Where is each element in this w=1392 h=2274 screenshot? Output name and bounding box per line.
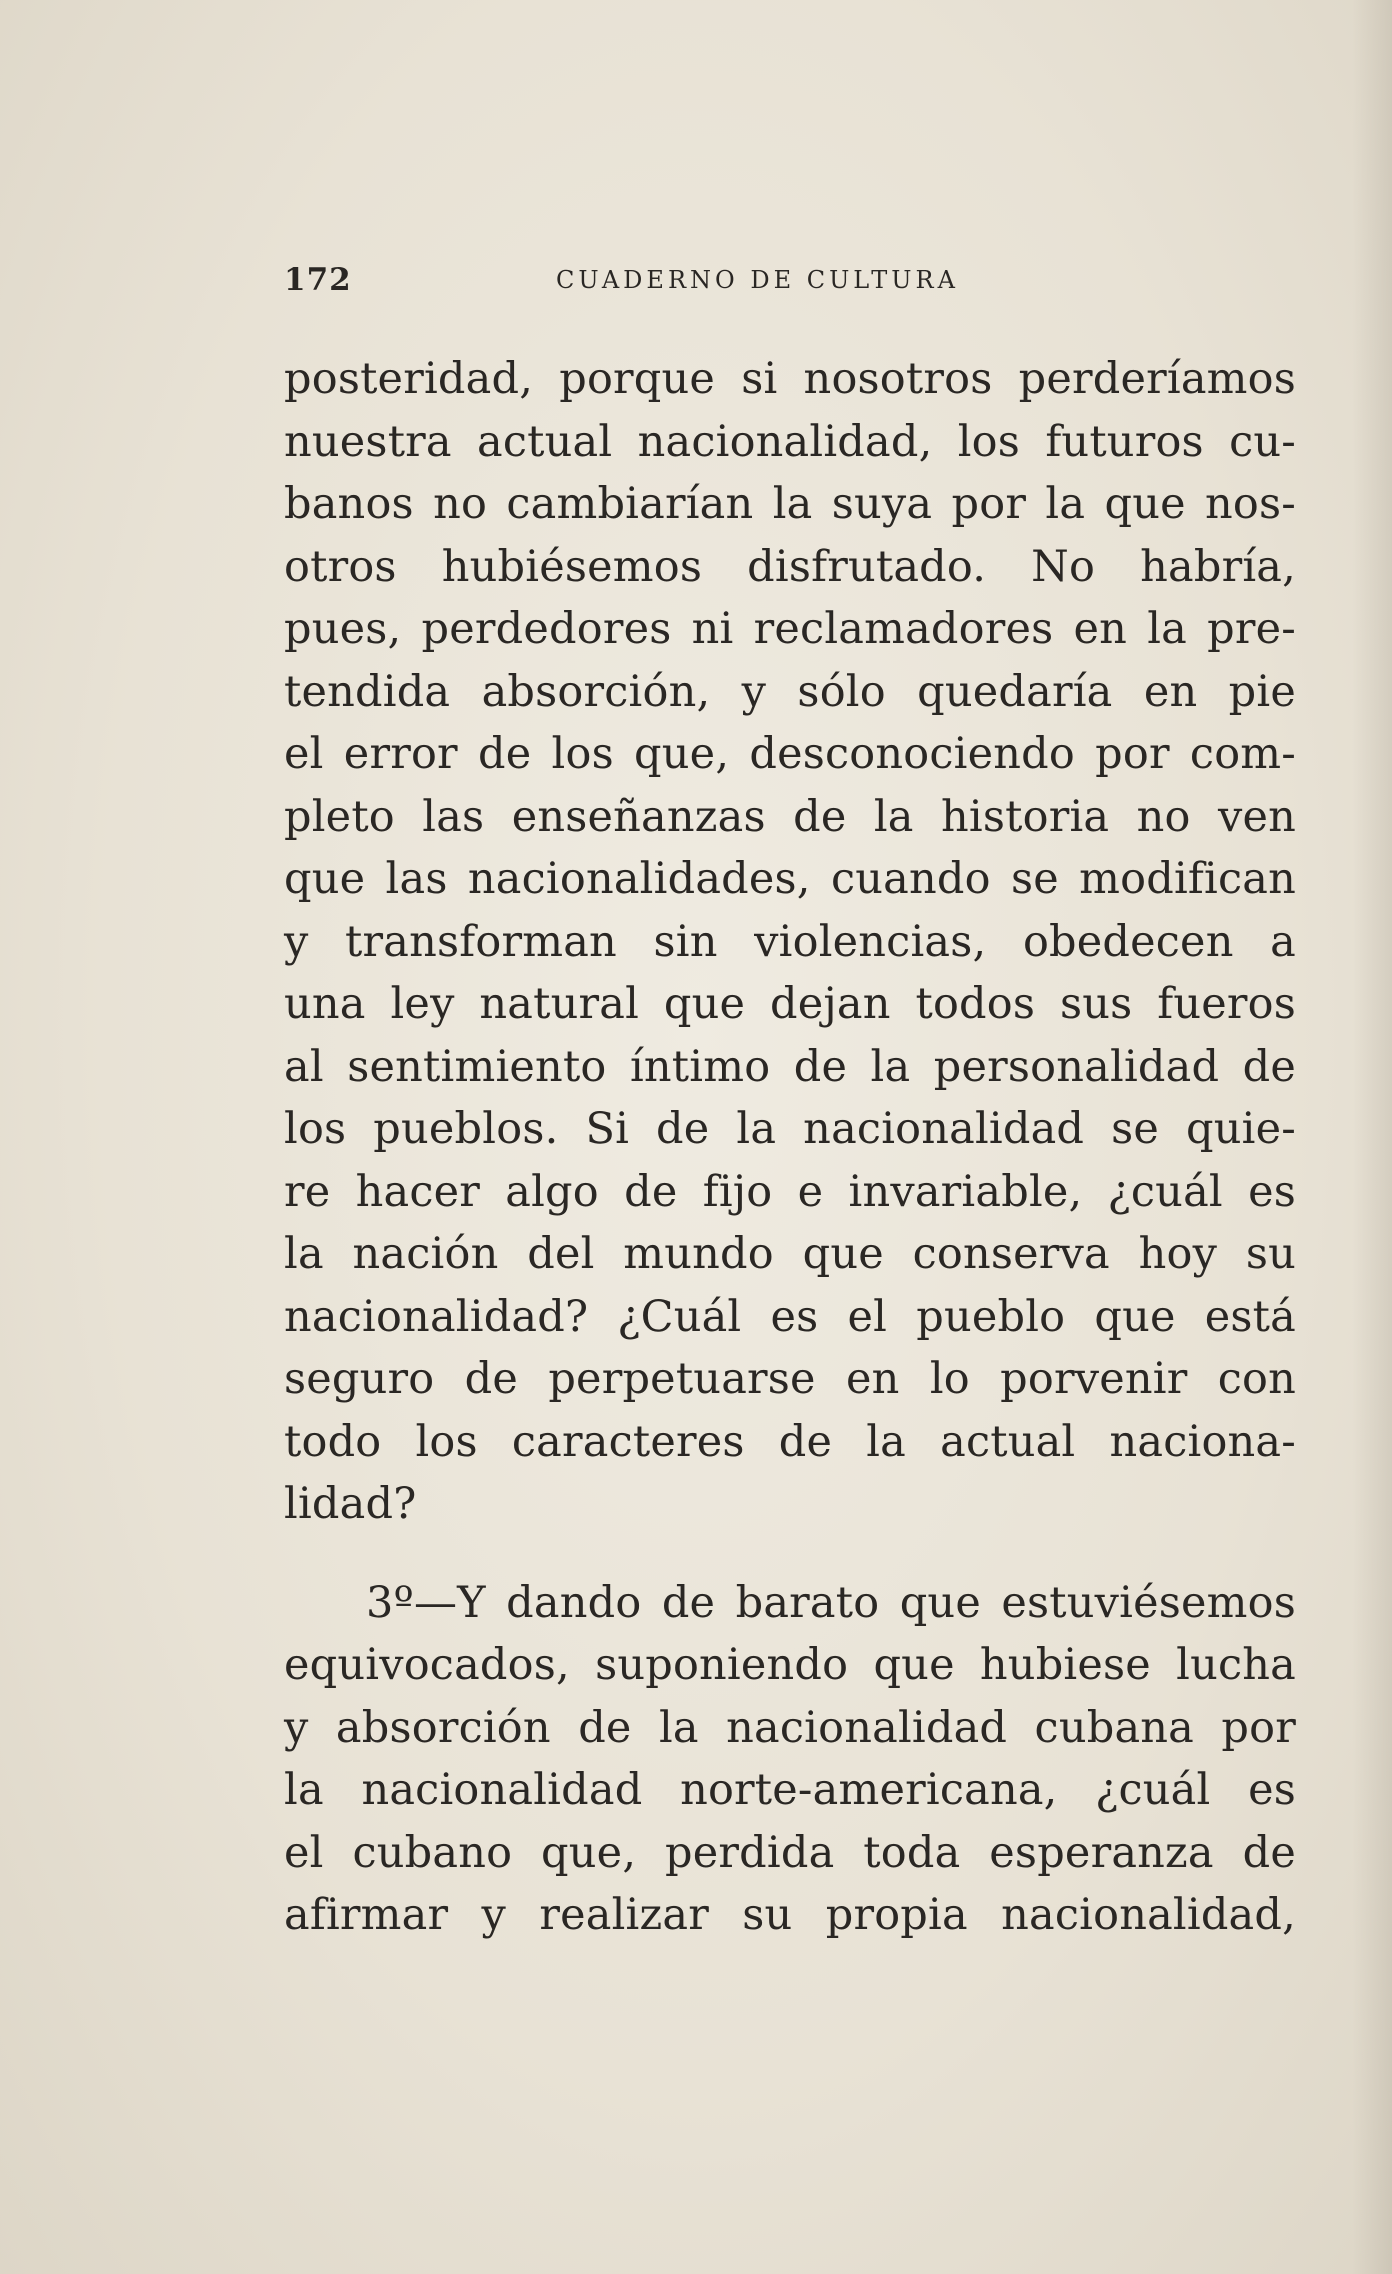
text-line: una ley natural que dejan todos sus fueros <box>284 979 1296 1029</box>
text-line: y absorción de la nacionalidad cubana por <box>284 1702 1296 1753</box>
text-line: seguro de perpetuarse en lo porvenir con <box>284 1354 1296 1404</box>
paragraph-2 <box>284 1572 1296 1947</box>
text-line: re hacer algo de fijo e invariable, ¿cuál es <box>284 1166 1296 1217</box>
text-line: el error de los que, desconociendo por com- <box>284 729 1296 779</box>
page-header <box>284 262 1296 306</box>
text-line: tendida absorción, y sólo quedaría en pie <box>284 666 1296 717</box>
body-text <box>284 348 1296 1947</box>
text-line: pleto las enseñanzas de la historia no ven <box>284 791 1296 842</box>
text-line: todo los caracteres de la actual naciona- <box>284 1416 1296 1467</box>
text-line: posteridad, porque si nosotros perderíamos <box>284 354 1296 404</box>
text-line: los pueblos. Si de la nacionalidad se quie- <box>284 1104 1296 1154</box>
text-line: otros hubiésemos disfrutado. No habría, <box>284 541 1296 592</box>
text-line: lidad? <box>284 1479 417 1529</box>
text-line: banos no cambiarían la suya por la que nos- <box>284 479 1296 529</box>
paragraph-1 <box>284 348 1296 1536</box>
text-line: 3º—Y dando de barato que estuviésemos <box>366 1577 1296 1628</box>
text-line: el cubano que, perdida toda esperanza de <box>284 1827 1296 1878</box>
page-edge-shadow <box>1352 0 1392 2274</box>
text-line: al sentimiento íntimo de la personalidad de <box>284 1041 1296 1092</box>
text-line: equivocados, suponiendo que hubiese lucha <box>284 1640 1296 1690</box>
text-line: nacionalidad? ¿Cuál es el pueblo que está <box>284 1291 1296 1342</box>
text-line: afirmar y realizar su propia nacionalidad, <box>284 1890 1296 1940</box>
text-line: la nación del mundo que conserva hoy su <box>284 1229 1296 1279</box>
text-line: que las nacionalidades, cuando se modifican <box>284 854 1296 904</box>
text-line: nuestra actual nacionalidad, los futuros cu- <box>284 416 1296 467</box>
page-number: 172 <box>284 262 352 298</box>
paragraph-gap <box>284 1536 1296 1572</box>
text-line: y transforman sin violencias, obedecen a <box>284 916 1296 967</box>
text-line: pues, perdedores ni reclamadores en la pre- <box>284 604 1296 654</box>
running-title: CUADERNO DE CULTURA <box>556 266 959 294</box>
text-line: la nacionalidad norte-americana, ¿cuál es <box>284 1765 1296 1815</box>
